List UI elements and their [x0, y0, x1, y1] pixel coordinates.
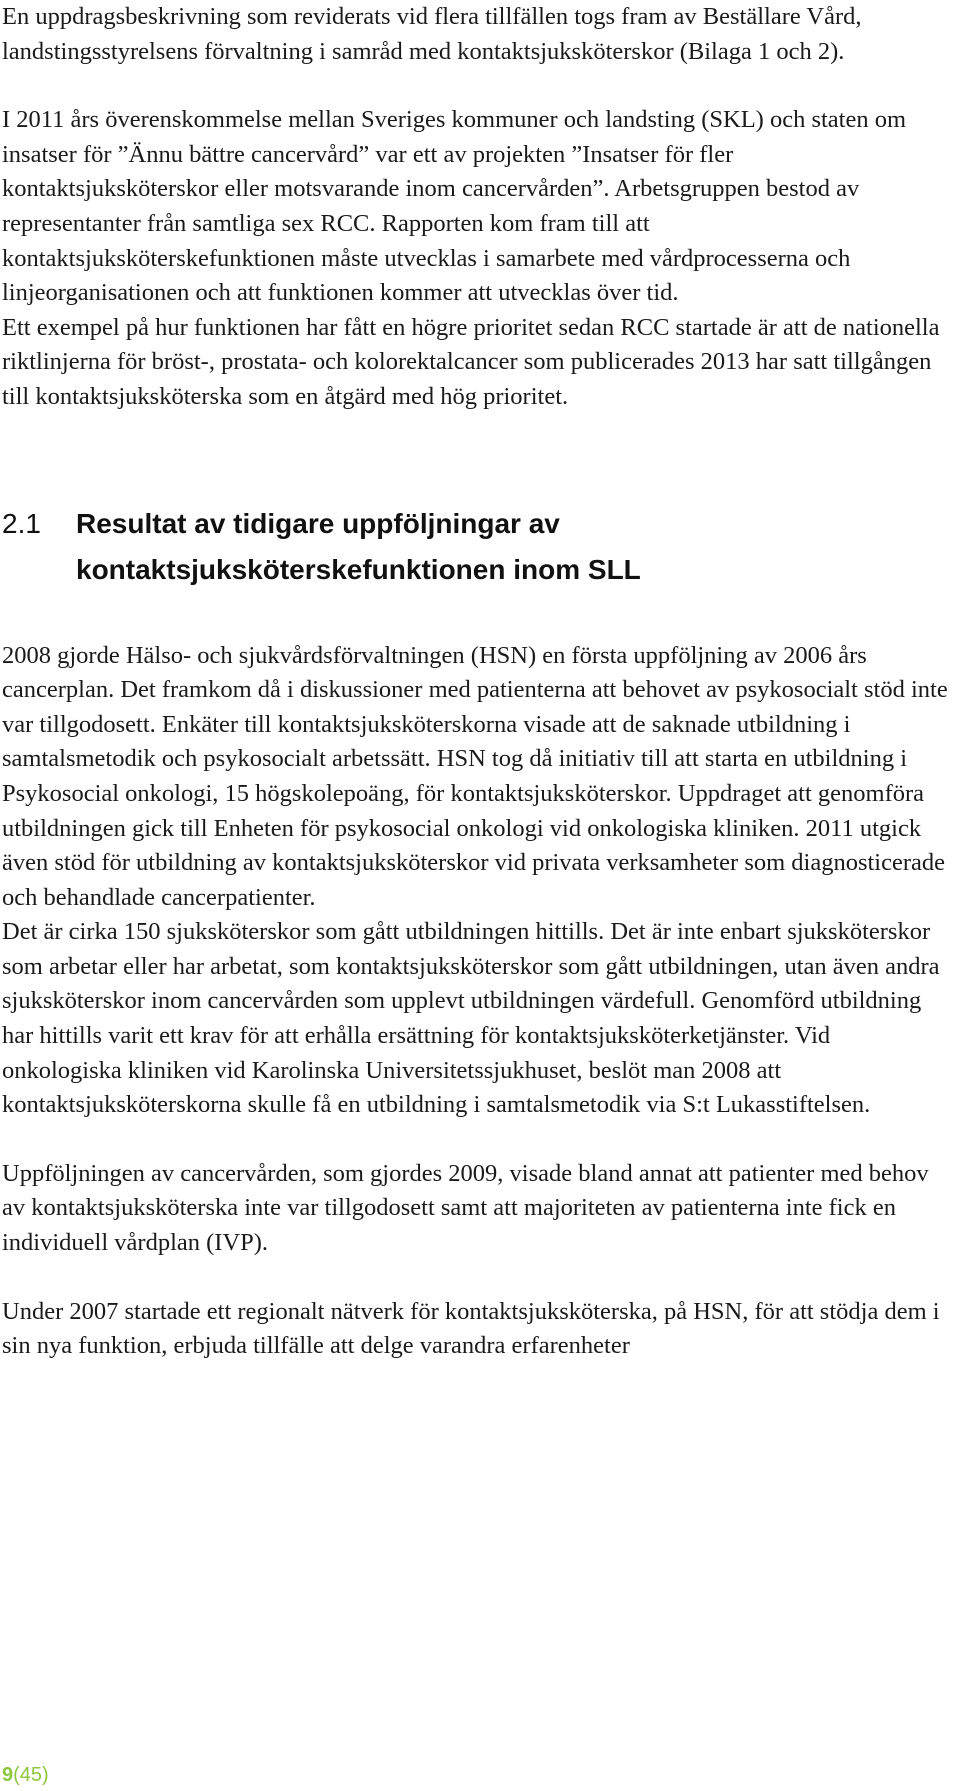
section-heading: [2, 501, 952, 593]
paragraph-spacer: [2, 69, 952, 103]
page-number-current: 9: [2, 1764, 14, 1786]
paragraph-spacer: [2, 1123, 952, 1157]
page-number: [2, 1764, 49, 1787]
page-number-total: (45): [13, 1764, 49, 1786]
paragraph-skl-agreement: I 2011 års överenskommelse mellan Sveriges kommuner och landsting (SKL) och staten om insatser för ”Ännu bättre cancervård” var ett av projekten ”Insatser för fler kontaktsjuksköterskor eller motsvarande inom cancervården”. Arbetsgruppen bestod av representanter från samtliga sex RCC. Rapporten kom fram till att kontaktsjuksköterskefunktionen måste utvecklas i samarbete med vårdprocesserna och linjeorganisationen och att funktionen kommer att utvecklas över tid.: [2, 106, 907, 307]
heading-spacer: [2, 593, 952, 639]
paragraph-assignment-description: En uppdragsbeskrivning som reviderats vid flera tillfällen togs fram av Beställare Vård, landstingsstyrelsens förvaltning i samråd med kontaktsjuksköterskor (Bilaga 1 och 2).: [2, 3, 862, 65]
paragraph-spacer: [2, 1261, 952, 1295]
paragraph-2009-followup: Uppföljningen av cancervården, som gjordes 2009, visade bland annat att patienter med behov av kontaktsjuksköterska inte var tillgodosett samt att majoriteten av patienterna inte fick en individuell vårdplan (IVP).: [2, 1159, 929, 1257]
paragraph-hsn-followup: 2008 gjorde Hälso- och sjukvårdsförvaltningen (HSN) en första uppföljning av 2006 års cancerplan. Det framkom då i diskussioner med patienterna att behovet av psykosocialt stöd inte var tillgodosett. Enkäter till kontaktsjuksköterskorna visade att de saknade utbildning i samtalsmetodik och psykosocialt arbetssätt. HSN tog då initiativ till att starta en utbildning i Psykosocial onkologi, 15 högskolepoäng, för kontaktsjuksköterskor. Uppdraget att genomföra utbildningen gick till Enheten för psykosocial onkologi vid onkologiska kliniken. 2011 utgick även stöd för utbildning av kontaktsjuksköterskor vid privata verksamheter som diagnosticerade och behandlade cancerpatienter.: [2, 641, 948, 911]
section-number: 2.1: [2, 507, 41, 539]
section-title: Resultat av tidigare uppföljningar av kontaktsjuksköterskefunktionen inom SLL: [76, 507, 641, 585]
paragraph-regional-network: Under 2007 startade ett regionalt nätverk för kontaktsjuksköterska, på HSN, för att stödja dem i sin nya funktion, erbjuda tillfälle att delge varandra erfarenheter: [2, 1297, 940, 1360]
document-page: [2, 0, 952, 1364]
section-spacer: [2, 415, 952, 501]
paragraph-priority-example: Ett exempel på hur funktionen har fått en högre prioritet sedan RCC startade är att de nationella riktlinjerna för bröst-, prostata- och kolorektalcancer som publicerades 2013 har satt tillgången till kontaktsjuksköterska som en åtgärd med hög prioritet.: [2, 313, 940, 410]
paragraph-training-count: Det är cirka 150 sjuksköterskor som gått utbildningen hittills. Det är inte enbart sjuksköterskor som arbetar eller har arbetat, som kontaktsjuksköterskor som gått utbildningen, utan även andra sjuksköterskor inom cancervården som upplevt utbildningen värdefull. Genomförd utbildning har hittills varit ett krav för att erhålla ersättning för kontaktsjuksköterketjänster. Vid onkologiska kliniken vid Karolinska Universitetssjukhuset, beslöt man 2008 att kontaktsjuksköterskorna skulle få en utbildning i samtalsmetodik via S:t Lukasstiftelsen.: [2, 918, 940, 1119]
